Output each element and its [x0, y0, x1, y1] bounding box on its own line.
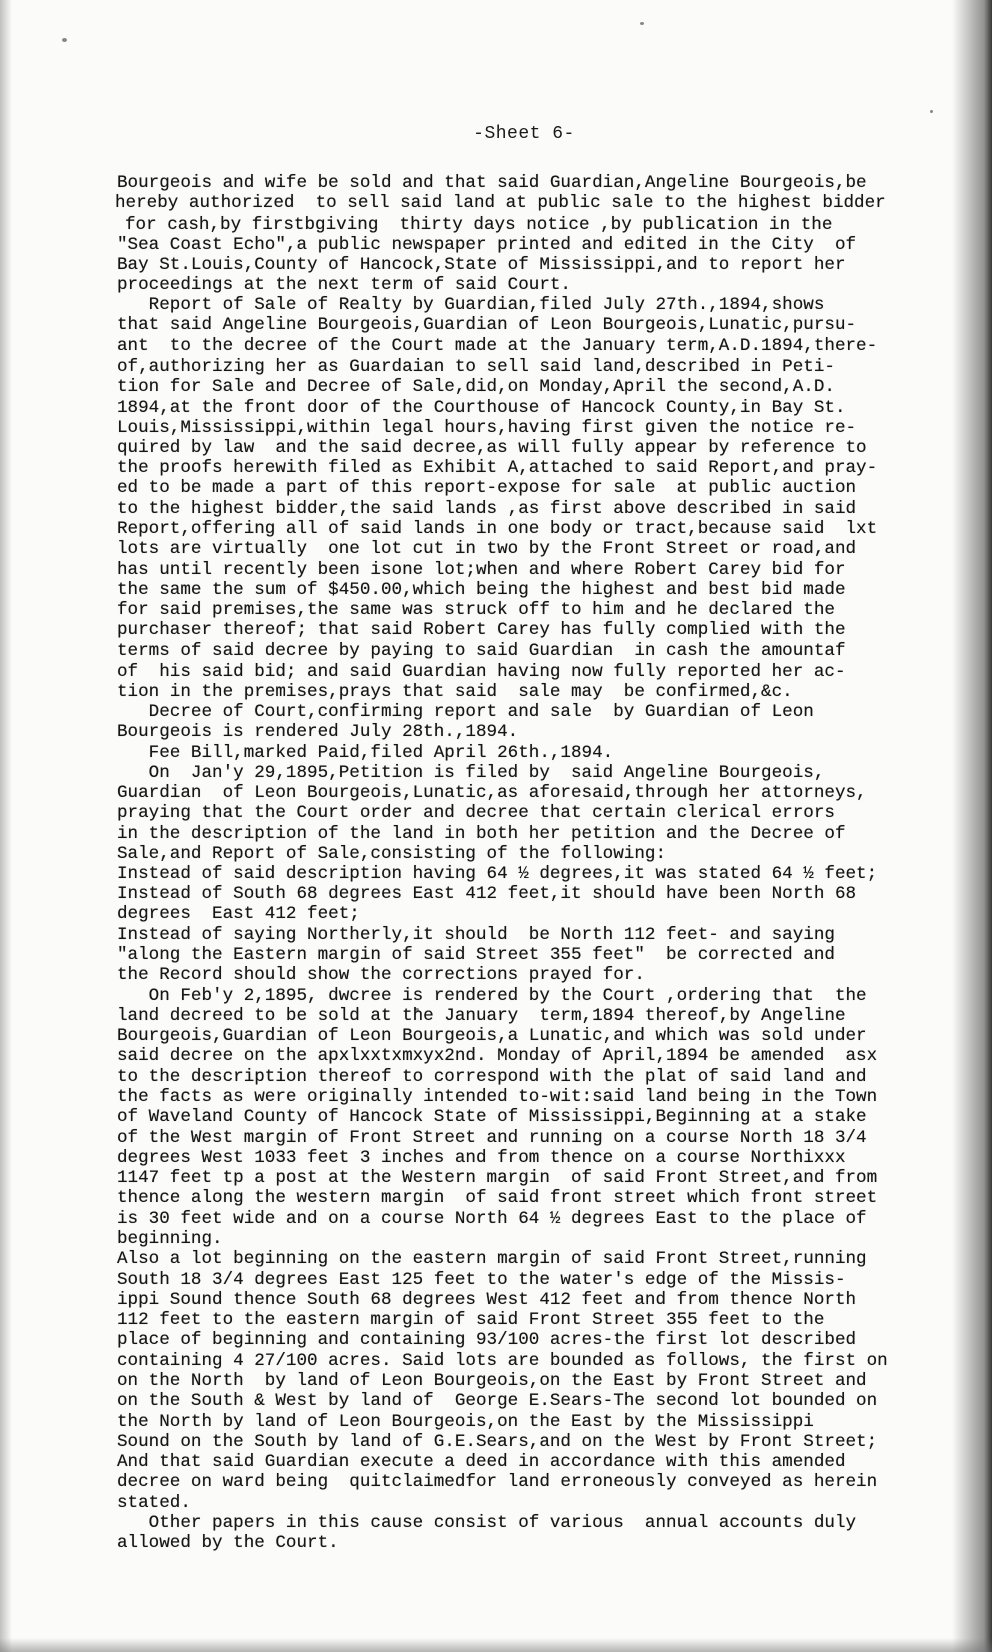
- scan-shadow-right: [952, 0, 992, 1652]
- text-line: Bay St.Louis,County of Hancock,State of Mississippi,and to report her: [117, 255, 846, 275]
- text-line: "along the Eastern margin of said Street 355 feet" be corrected and: [117, 945, 835, 965]
- text-line: the North by land of Leon Bourgeois,on the East by the Mississippi: [117, 1412, 814, 1432]
- text-line: land decreed to be sold at the January term,1894 thereof,by Angeline: [117, 1006, 846, 1026]
- text-line: quired by law and the said decree,as will fully appear by reference to: [117, 438, 867, 458]
- text-line: beginning.: [117, 1229, 223, 1249]
- text-line: on the North by land of Leon Bourgeois,on the East by Front Street and: [117, 1371, 867, 1391]
- text-line: ippi Sound thence South 68 degrees West 412 feet and from thence North: [117, 1290, 857, 1310]
- text-line: Louis,Mississippi,within legal hours,having first given the notice re-: [117, 418, 857, 438]
- text-line: to the highest bidder,the said lands ,as first above described in said: [117, 499, 857, 519]
- text-line: South 18 3/4 degrees East 125 feet to the water's edge of the Missis-: [117, 1270, 846, 1290]
- text-line: 1147 feet tp a post at the Western margin of said Front Street,and from: [117, 1168, 878, 1188]
- text-line: of Waveland County of Hancock State of Mississippi,Beginning at a stake: [117, 1107, 867, 1127]
- text-line: in the description of the land in both her petition and the Decree of: [117, 824, 846, 844]
- text-line: Bourgeois and wife be sold and that said Guardian,Angeline Bourgeois,be: [117, 173, 867, 193]
- text-line: on the South & West by land of George E.Sears-The second lot bounded on: [117, 1391, 878, 1411]
- text-line: the facts as were originally intended to-wit:said land being in the Town: [117, 1087, 878, 1107]
- scan-speck: [640, 22, 644, 25]
- text-line: "Sea Coast Echo",a public newspaper printed and edited in the City of: [117, 235, 857, 255]
- text-line: Sound on the South by land of G.E.Sears,and on the West by Front Street;: [117, 1432, 878, 1452]
- text-line: for said premises,the same was struck off to him and he declared the: [117, 600, 835, 620]
- text-line: purchaser thereof; that said Robert Carey has fully complied with the: [117, 620, 846, 640]
- text-line: Report,offering all of said lands in one body or tract,because said lxt: [117, 519, 878, 539]
- text-line: ant to the decree of the Court made at the January term,A.D.1894,there-: [117, 336, 878, 356]
- scan-speck: [62, 38, 67, 42]
- text-line: said decree on the apxlxxtxmxyx2nd. Monday of April,1894 be amended asx: [117, 1046, 878, 1066]
- sheet-header: -Sheet 6-: [473, 124, 575, 144]
- text-line: Report of Sale of Realty by Guardian,filed July 27th.,1894,shows: [117, 295, 825, 315]
- text-line: the proofs herewith filed as Exhibit A,attached to said Report,and pray-: [117, 458, 878, 478]
- text-line: Decree of Court,confirming report and sale by Guardian of Leon: [117, 702, 814, 722]
- text-line: Instead of saying Northerly,it should be North 112 feet- and saying: [117, 925, 835, 945]
- text-line: of his said bid; and said Guardian having now fully reported her ac-: [117, 662, 846, 682]
- text-line: On Feb'y 2,1895, dwcree is rendered by the Court ,ordering that the: [117, 986, 867, 1006]
- text-line: ed to be made a part of this report-expose for sale at public auction: [117, 478, 857, 498]
- text-line: Instead of said description having 64 ½ degrees,it was stated 64 ½ feet;: [117, 864, 878, 884]
- text-line: proceedings at the next term of said Court.: [117, 275, 571, 295]
- scan-speck: [930, 110, 933, 113]
- scan-shadow-left: [0, 0, 12, 1652]
- text-line: thence along the western margin of said front street which front street: [117, 1188, 878, 1208]
- text-line: terms of said decree by paying to said Guardian in cash the amountaf: [117, 641, 846, 661]
- text-line: to the description thereof to correspond with the plat of said land and: [117, 1067, 867, 1087]
- text-line: allowed by the Court.: [117, 1533, 339, 1553]
- text-line: of the West margin of Front Street and running on a course North 18 3/4: [117, 1128, 867, 1148]
- text-line: has until recently been isone lot;when and where Robert Carey bid for: [117, 560, 846, 580]
- text-line: the Record should show the corrections prayed for.: [117, 965, 645, 985]
- text-line: degrees East 412 feet;: [117, 904, 360, 924]
- scan-shadow-bottom: [0, 1638, 992, 1652]
- text-line: Bourgeois is rendered July 28th.,1894.: [117, 722, 519, 742]
- text-line: 1894,at the front door of the Courthouse of Hancock County,in Bay St.: [117, 398, 846, 418]
- text-line: Guardian of Leon Bourgeois,Lunatic,as aforesaid,through her attorneys,: [117, 783, 867, 803]
- text-line: is 30 feet wide and on a course North 64 ½ degrees East to the place of: [117, 1209, 867, 1229]
- text-line: the same the sum of $450.00,which being the highest and best bid made: [117, 580, 846, 600]
- text-line: Also a lot beginning on the eastern margin of said Front Street,running: [117, 1249, 867, 1269]
- text-line: Instead of South 68 degrees East 412 feet,it should have been North 68: [117, 884, 857, 904]
- text-line: stated.: [117, 1493, 191, 1513]
- text-line: decree on ward being quitclaimedfor land erroneously conveyed as herein: [117, 1472, 878, 1492]
- text-line: And that said Guardian execute a deed in accordance with this amended: [117, 1452, 846, 1472]
- text-line: Fee Bill,marked Paid,filed April 26th.,1894.: [117, 743, 614, 763]
- text-line: tion in the premises,prays that said sale may be confirmed,&c.: [117, 682, 793, 702]
- text-line: that said Angeline Bourgeois,Guardian of Leon Bourgeois,Lunatic,pursu-: [117, 315, 857, 335]
- text-line: hereby authorized to sell said land at public sale to the highest bidder: [115, 193, 886, 213]
- text-line: Sale,and Report of Sale,consisting of the following:: [117, 844, 667, 864]
- text-line: 112 feet to the eastern margin of said Front Street 355 feet to the: [117, 1310, 825, 1330]
- text-line: Other papers in this cause consist of various annual accounts duly: [117, 1513, 857, 1533]
- text-line: of,authorizing her as Guardaian to sell said land,described in Peti-: [117, 357, 835, 377]
- text-line: praying that the Court order and decree that certain clerical errors: [117, 803, 835, 823]
- text-line: degrees West 1033 feet 3 inches and from thence on a course Northixxx: [117, 1148, 846, 1168]
- text-line: for cash,by firstbgiving thirty days notice ,by publication in the: [125, 215, 833, 235]
- text-line: Bourgeois,Guardian of Leon Bourgeois,a Lunatic,and which was sold under: [117, 1026, 867, 1046]
- text-line: place of beginning and containing 93/100 acres-the first lot described: [117, 1330, 857, 1350]
- text-line: tion for Sale and Decree of Sale,did,on Monday,April the second,A.D.: [117, 377, 835, 397]
- text-line: lots are virtually one lot cut in two by the Front Street or road,and: [117, 539, 857, 559]
- text-line: containing 4 27/100 acres. Said lots are bounded as follows, the first on: [117, 1351, 888, 1371]
- text-line: On Jan'y 29,1895,Petition is filed by said Angeline Bourgeois,: [117, 763, 825, 783]
